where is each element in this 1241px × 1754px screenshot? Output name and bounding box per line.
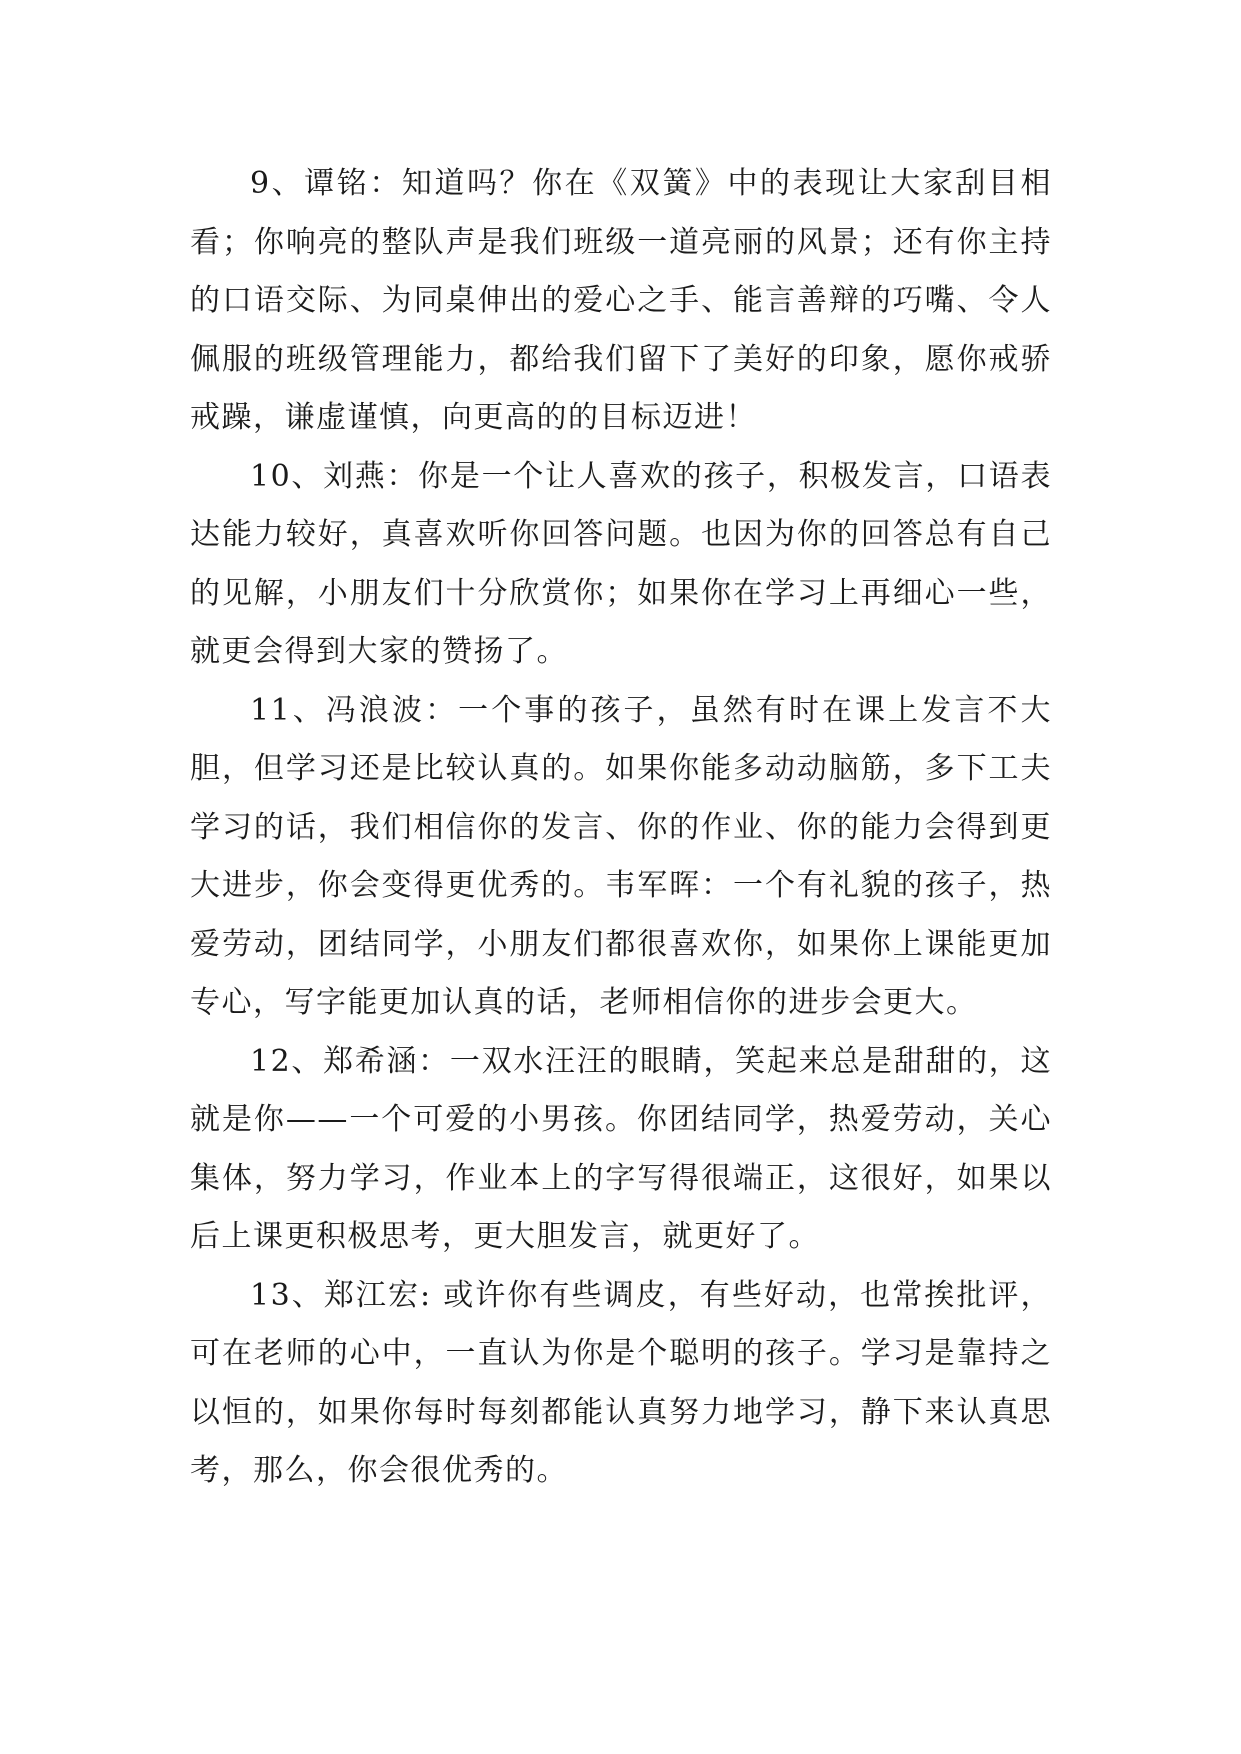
- document-body: [190, 155, 1052, 1501]
- paragraph-item-12: 12、郑希涵：一双水汪汪的眼睛，笑起来总是甜甜的，这就是你——一个可爱的小男孩。你团结同学，热爱劳动，关心集体，努力学习，作业本上的字写得很端正，这很好，如果以后上课更积极思考，更大胆发言，就更好了。: [190, 1043, 1052, 1254]
- paragraph-item-13: 13、郑江宏: 或许你有些调皮，有些好动，也常挨批评，可在老师的心中，一直认为你是个聪明的孩子。学习是靠持之以恒的，如果你每时每刻都能认真努力地学习，静下来认真思考，那么，你会很优秀的。: [190, 1277, 1052, 1488]
- paragraph-item-10: 10、刘燕：你是一个让人喜欢的孩子，积极发言，口语表达能力较好，真喜欢听你回答问题。也因为你的回答总有自己的见解，小朋友们十分欣赏你；如果你在学习上再细心一些，就更会得到大家的赞扬了。: [190, 458, 1052, 669]
- paragraph-item-9: 9、谭铭：知道吗？你在《双簧》中的表现让大家刮目相看；你响亮的整队声是我们班级一道亮丽的风景；还有你主持的口语交际、为同桌伸出的爱心之手、能言善辩的巧嘴、令人佩服的班级管理能力，都给我们留下了美好的印象，愿你戒骄戒躁，谦虚谨慎，向更高的的目标迈进！: [190, 166, 1052, 435]
- paragraph-item-11: 11、冯浪波：一个事的孩子，虽然有时在课上发言不大胆，但学习还是比较认真的。如果你能多动动脑筋，多下工夫学习的话，我们相信你的发言、你的作业、你的能力会得到更大进步，你会变得更优秀的。韦军晖：一个有礼貌的孩子，热爱劳动，团结同学，小朋友们都很喜欢你，如果你上课能更加专心，写字能更加认真的话，老师相信你的进步会更大。: [190, 692, 1052, 1020]
